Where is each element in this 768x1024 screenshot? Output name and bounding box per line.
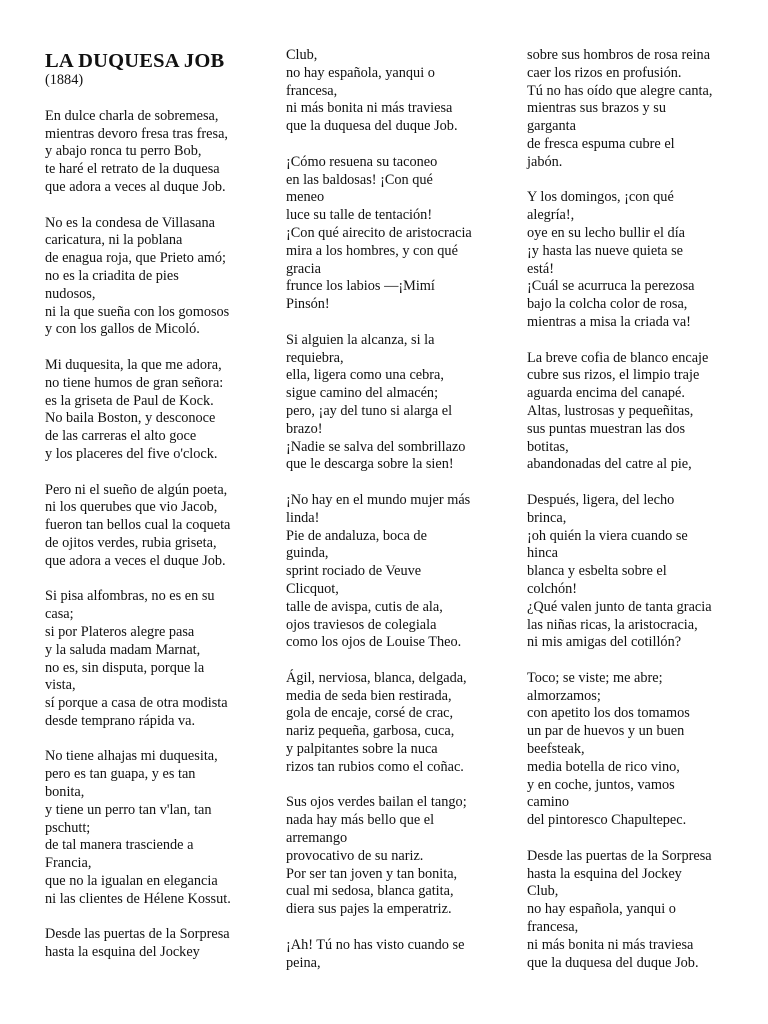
verse-line: La breve cofia de blanco encaje bbox=[527, 349, 709, 366]
stanza bbox=[527, 848, 732, 973]
verse-line: ¡y hasta las nueve quieta se bbox=[527, 242, 684, 259]
stanza bbox=[527, 189, 732, 331]
verse-line: cubre sus rizos, el limpio traje bbox=[527, 367, 700, 384]
verse-line: ¿Qué valen junto de tanta gracia bbox=[527, 598, 712, 615]
verse-line: colchón! bbox=[527, 580, 578, 597]
verse-line: Ágil, nerviosa, blanca, delgada, bbox=[286, 669, 467, 686]
verse-line: provocativo de su nariz. bbox=[286, 847, 424, 864]
verse-line: ¡No hay en el mundo mujer más bbox=[286, 491, 471, 508]
verse-line: nudosos, bbox=[45, 285, 96, 302]
verse-line: hasta la esquina del Jockey bbox=[527, 865, 682, 882]
verse-line: peina, bbox=[286, 954, 321, 971]
verse-line: en las baldosas! ¡Con qué bbox=[286, 171, 433, 188]
verse-line: ¡Cómo resuena su taconeo bbox=[286, 153, 438, 170]
verse-line: es la griseta de Paul de Kock. bbox=[45, 392, 214, 409]
verse-line: que la duquesa del duque Job. bbox=[527, 954, 699, 971]
verse-line: Francia, bbox=[45, 855, 92, 872]
verse-line: ni más bonita ni más traviesa bbox=[286, 100, 453, 117]
verse-line: francesa, bbox=[527, 919, 579, 936]
verse-line: de fresca espuma cubre el bbox=[527, 135, 675, 152]
verse-line: ¡Nadie se salva del sombrillazo bbox=[286, 438, 466, 455]
verse-line: si por Plateros alegre pasa bbox=[45, 623, 195, 640]
verse-line: caer los rizos en profusión. bbox=[527, 64, 682, 81]
verse-line: sigue camino del almacén; bbox=[286, 385, 439, 402]
verse-line: y con los gallos de Micoló. bbox=[45, 321, 200, 338]
verse-line: que no la igualan en elegancia bbox=[45, 873, 218, 890]
stanza bbox=[45, 482, 260, 571]
verse-line: sobre sus hombros de rosa reina bbox=[527, 47, 711, 63]
verse-line: No baila Boston, y desconoce bbox=[45, 410, 216, 427]
verse-line: y palpitantes sobre la nuca bbox=[286, 741, 438, 758]
verse-line: ni la que sueña con los gomosos bbox=[45, 303, 230, 320]
verse-line: te haré el retrato de la duquesa bbox=[45, 161, 220, 178]
verse-line: media de seda bien restirada, bbox=[286, 687, 452, 704]
verse-line: ni las clientes de Hélene Kossut. bbox=[45, 890, 231, 907]
verse-line: hasta la esquina del Jockey bbox=[45, 944, 200, 961]
verse-line: ojos traviesos de colegiala bbox=[286, 616, 437, 633]
stanza bbox=[45, 748, 260, 908]
verse-line: rizos tan rubios como el coñac. bbox=[286, 758, 464, 775]
verse-line: ella, ligera como una cebra, bbox=[286, 367, 444, 384]
stanza bbox=[286, 154, 498, 314]
verse-line: Sus ojos verdes bailan el tango; bbox=[286, 794, 467, 811]
verse-line: ¡oh quién la viera cuando se bbox=[527, 527, 688, 544]
verse-line: Por ser tan joven y tan bonita, bbox=[286, 865, 458, 882]
verse-line: y en coche, juntos, vamos bbox=[527, 776, 675, 793]
verse-line: y abajo ronca tu perro Bob, bbox=[45, 143, 202, 160]
verse-line: que adora a veces el duque Job. bbox=[45, 552, 226, 569]
verse-line: no es la criadita de pies bbox=[45, 267, 179, 284]
verse-line: las niñas ricas, la aristocracia, bbox=[527, 616, 698, 633]
verse-line: ni los querubes que vio Jacob, bbox=[45, 499, 218, 516]
stanza bbox=[286, 670, 498, 777]
verse-line: requiebra, bbox=[286, 349, 344, 366]
verse-line: ni más bonita ni más traviesa bbox=[527, 936, 694, 953]
verse-line: como los ojos de Louise Theo. bbox=[286, 634, 462, 651]
verse-line: y tiene un perro tan v'lan, tan bbox=[45, 801, 212, 818]
verse-line: No tiene alhajas mi duquesita, bbox=[45, 748, 218, 765]
verse-line: francesa, bbox=[286, 82, 338, 99]
verse-line: Clicquot, bbox=[286, 580, 339, 597]
verse-line: y la saluda madam Marnat, bbox=[45, 641, 201, 658]
verse-line: botitas, bbox=[527, 438, 569, 455]
verse-line: que le descarga sobre la sien! bbox=[286, 456, 454, 473]
verse-line: nariz pequeña, garbosa, cuca, bbox=[286, 723, 455, 740]
verse-line: Mi duquesita, la que me adora, bbox=[45, 356, 222, 373]
verse-line: mientras sus brazos y su bbox=[527, 100, 666, 117]
verse-line: gola de encaje, corsé de crac, bbox=[286, 705, 454, 722]
verse-line: En dulce charla de sobremesa, bbox=[45, 107, 219, 124]
verse-line: Altas, lustrosas y pequeñitas, bbox=[527, 402, 694, 419]
verse-line: Y los domingos, ¡con qué bbox=[527, 189, 674, 206]
verse-line: con apetito los dos tomamos bbox=[527, 705, 690, 722]
verse-line: Club, bbox=[286, 47, 318, 63]
stanza bbox=[286, 794, 498, 919]
verse-line: pero, ¡ay del tuno si alarga el bbox=[286, 402, 453, 419]
verse-line: brazo! bbox=[286, 420, 323, 437]
verse-line: fueron tan bellos cual la coqueta bbox=[45, 517, 231, 534]
verse-line: blanca y esbelta sobre el bbox=[527, 563, 667, 580]
verse-line: frunce los labios —¡Mimí bbox=[286, 278, 435, 295]
verse-line: No es la condesa de Villasana bbox=[45, 214, 215, 231]
verse-line: Pie de andaluza, boca de bbox=[286, 527, 427, 544]
verse-line: ¡Ah! Tú no has visto cuando se bbox=[286, 936, 465, 953]
verse-line: talle de avispa, cutis de ala, bbox=[286, 598, 443, 615]
verse-line: Tú no has oído que alegre canta, bbox=[527, 82, 713, 99]
verse-line: meneo bbox=[286, 189, 325, 206]
verse-line: arremango bbox=[286, 830, 348, 847]
stanza bbox=[527, 350, 732, 475]
verse-line: un par de huevos y un buen bbox=[527, 723, 685, 740]
verse-line: hinca bbox=[527, 545, 558, 562]
stanza bbox=[527, 47, 732, 172]
verse-line: no es, sin disputa, porque la bbox=[45, 659, 205, 676]
verse-line: brinca, bbox=[527, 509, 567, 526]
stanza bbox=[45, 108, 260, 197]
verse-line: Toco; se viste; me abre; bbox=[527, 669, 663, 686]
verse-line: casa; bbox=[45, 606, 74, 623]
verse-line: caricatura, ni la poblana bbox=[45, 232, 183, 249]
verse-line: Pinsón! bbox=[286, 296, 330, 313]
verse-line: sus puntas muestran las dos bbox=[527, 420, 686, 437]
column-2-stanzas bbox=[286, 47, 498, 972]
column-1 bbox=[45, 50, 260, 980]
verse-line: camino bbox=[527, 794, 570, 811]
verse-line: y los placeres del five o'clock. bbox=[45, 445, 218, 462]
verse-line: media botella de rico vino, bbox=[527, 758, 680, 775]
stanza bbox=[45, 588, 260, 730]
verse-line: diera sus pajes la emperatriz. bbox=[286, 901, 452, 918]
verse-line: pero es tan guapa, y es tan bbox=[45, 766, 196, 783]
verse-line: Club, bbox=[527, 883, 559, 900]
verse-line: del pintoresco Chapultepec. bbox=[527, 812, 687, 829]
verse-line: mientras devoro fresa tras fresa, bbox=[45, 125, 228, 142]
verse-line: luce su talle de tentación! bbox=[286, 207, 433, 224]
verse-line: pschutt; bbox=[45, 819, 91, 836]
column-3 bbox=[527, 47, 732, 990]
stanza bbox=[286, 332, 498, 474]
verse-line: no hay española, yanqui o bbox=[286, 64, 435, 81]
verse-line: abandonadas del catre al pie, bbox=[527, 456, 692, 473]
verse-line: linda! bbox=[286, 509, 320, 526]
verse-line: Pero ni el sueño de algún poeta, bbox=[45, 481, 228, 498]
verse-line: mira a los hombres, y con qué bbox=[286, 242, 458, 259]
verse-line: Si pisa alfombras, no es en su bbox=[45, 588, 215, 605]
stanza bbox=[45, 357, 260, 464]
verse-line: bajo la colcha color de rosa, bbox=[527, 296, 688, 313]
verse-line: de enagua roja, que Prieto amó; bbox=[45, 250, 227, 267]
stanza bbox=[286, 492, 498, 652]
verse-line: Si alguien la alcanza, si la bbox=[286, 331, 435, 348]
stanza bbox=[527, 492, 732, 652]
verse-line: alegría!, bbox=[527, 207, 575, 224]
verse-line: cual mi sedosa, blanca gatita, bbox=[286, 883, 454, 900]
verse-line: vista, bbox=[45, 677, 76, 694]
verse-line: oye en su lecho bullir el día bbox=[527, 224, 686, 241]
verse-line: Desde las puertas de la Sorpresa bbox=[527, 847, 712, 864]
verse-line: no tiene humos de gran señora: bbox=[45, 374, 224, 391]
stanza bbox=[45, 926, 260, 962]
verse-line: sprint rociado de Veuve bbox=[286, 563, 422, 580]
verse-line: gracia bbox=[286, 260, 321, 277]
verse-line: garganta bbox=[527, 118, 576, 135]
verse-line: está! bbox=[527, 260, 554, 277]
verse-line: Desde las puertas de la Sorpresa bbox=[45, 926, 230, 943]
verse-line: bonita, bbox=[45, 784, 85, 801]
verse-line: ¡Cuál se acurruca la perezosa bbox=[527, 278, 695, 295]
verse-line: mientras a misa la criada va! bbox=[527, 313, 691, 330]
verse-line: no hay española, yanqui o bbox=[527, 901, 676, 918]
verse-line: desde temprano rápida va. bbox=[45, 712, 196, 729]
stanza bbox=[286, 937, 498, 973]
verse-line: sí porque a casa de otra modista bbox=[45, 695, 228, 712]
verse-line: nada hay más bello que el bbox=[286, 812, 435, 829]
verse-line: aguarda encima del canapé. bbox=[527, 385, 685, 402]
poem-year: (1884) bbox=[45, 72, 84, 88]
verse-line: jabón. bbox=[527, 153, 563, 170]
stanza bbox=[286, 47, 498, 136]
verse-line: almorzamos; bbox=[527, 687, 601, 704]
verse-line: beefsteak, bbox=[527, 741, 585, 758]
column-2 bbox=[286, 47, 498, 990]
stanza bbox=[45, 215, 260, 340]
verse-line: de ojitos verdes, rubia griseta, bbox=[45, 534, 217, 551]
verse-line: que adora a veces al duque Job. bbox=[45, 178, 226, 195]
stanza bbox=[527, 670, 732, 830]
verse-line: ¡Con qué airecito de aristocracia bbox=[286, 224, 472, 241]
verse-line: que la duquesa del duque Job. bbox=[286, 118, 458, 135]
verse-line: de las carreras el alto goce bbox=[45, 428, 197, 445]
poem-title: LA DUQUESA JOB bbox=[45, 50, 225, 72]
column-1-stanzas bbox=[45, 108, 260, 962]
verse-line: Después, ligera, del lecho bbox=[527, 491, 675, 508]
verse-line: ni mis amigas del cotillón? bbox=[527, 634, 682, 651]
column-3-stanzas bbox=[527, 47, 732, 972]
verse-line: guinda, bbox=[286, 545, 329, 562]
verse-line: de tal manera trasciende a bbox=[45, 837, 194, 854]
